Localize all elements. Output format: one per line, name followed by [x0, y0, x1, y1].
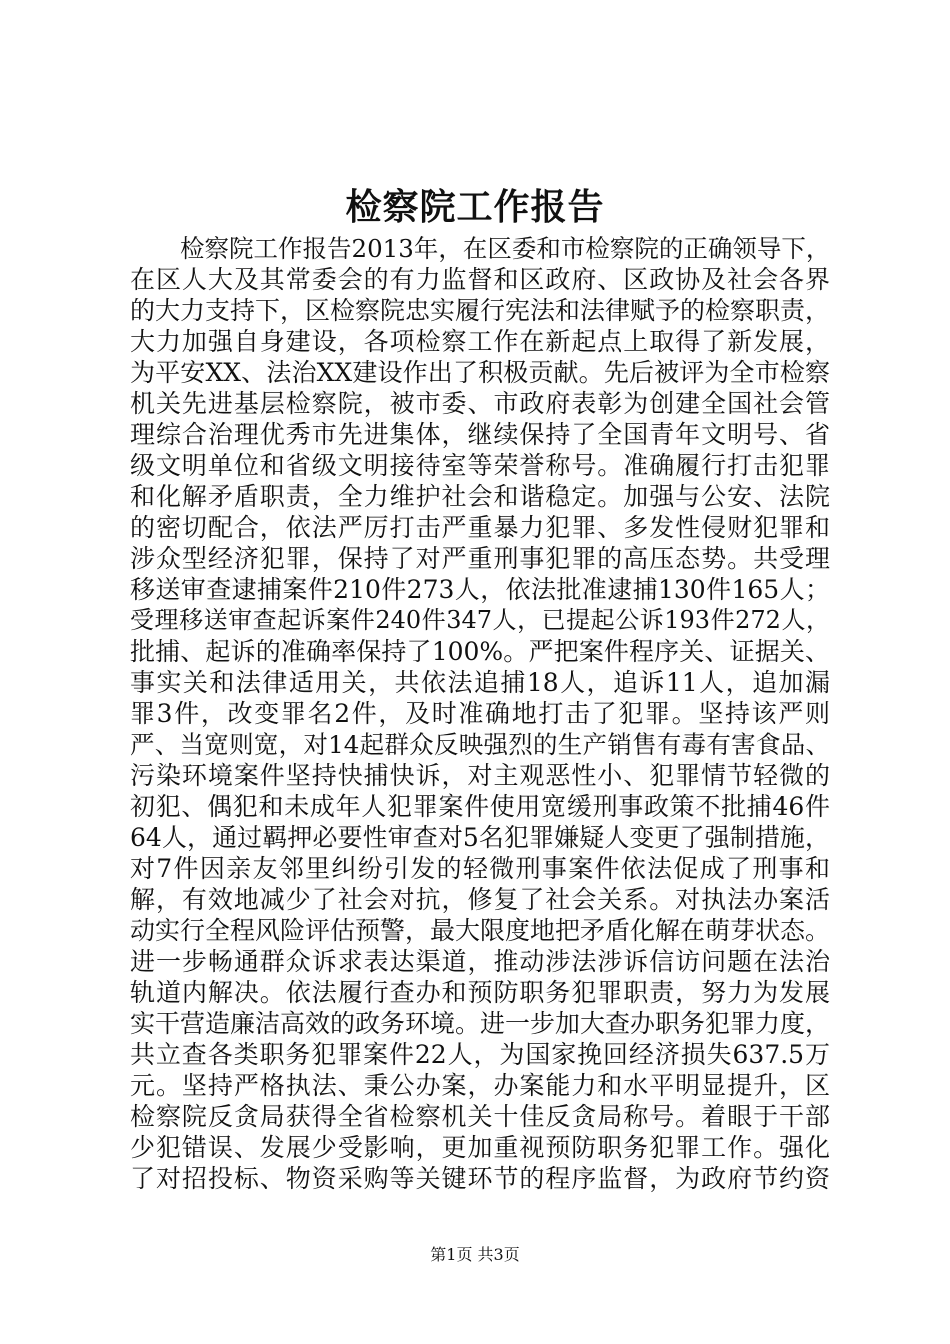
document-title: 检察院工作报告	[345, 186, 605, 228]
body-line: 对7件因亲友邻里纠纷引发的轻微刑事案件依法促成了刑事和	[130, 854, 830, 883]
body-line: 的密切配合，依法严厉打击严重暴力犯罪、多发性侵财犯罪和	[130, 513, 830, 542]
body-line: 理综合治理优秀市先进集体，继续保持了全国青年文明号、省	[130, 420, 830, 449]
body-line: 检察院工作报告2013年，在区委和市检察院的正确领导下，	[180, 234, 831, 263]
body-line: 罪3件，改变罪名2件，及时准确地打击了犯罪。坚持该严则	[130, 699, 830, 728]
body-line: 初犯、偶犯和未成年人犯罪案件使用宽缓刑事政策不批捕46件	[130, 792, 830, 821]
body-line: 污染环境案件坚持快捕快诉，对主观恶性小、犯罪情节轻微的	[130, 761, 830, 790]
document-body	[130, 233, 830, 1194]
page-footer	[0, 1244, 950, 1266]
body-line: 事实关和法律适用关，共依法追捕18人，追诉11人，追加漏	[130, 668, 830, 697]
body-line: 移送审查逮捕案件210件273人，依法批准逮捕130件165人；	[130, 575, 830, 604]
body-line: 动实行全程风险评估预警，最大限度地把矛盾化解在萌芽状态。	[130, 916, 831, 945]
body-line: 受理移送审查起诉案件240件347人，已提起公诉193件272人，	[130, 606, 830, 634]
body-line: 64人，通过羁押必要性审查对5名犯罪嫌疑人变更了强制措施，	[130, 823, 830, 852]
body-line: 严、当宽则宽，对14起群众反映强烈的生产销售有毒有害食品、	[130, 730, 830, 759]
body-line: 和化解矛盾职责，全力维护社会和谐稳定。加强与公安、法院	[130, 482, 830, 511]
body-line: 机关先进基层检察院，被市委、市政府表彰为创建全国社会管	[130, 389, 830, 418]
page-number: 第1页 共3页	[430, 1245, 520, 1264]
body-line: 解，有效地减少了社会对抗，修复了社会关系。对执法办案活	[130, 885, 830, 914]
body-line: 了对招投标、物资采购等关键环节的程序监督，为政府节约资	[130, 1164, 830, 1193]
body-line: 实干营造廉洁高效的政务环境。进一步加大查办职务犯罪力度，	[130, 1009, 831, 1038]
body-line: 在区人大及其常委会的有力监督和区政府、区政协及社会各界	[130, 265, 830, 294]
body-line: 级文明单位和省级文明接待室等荣誉称号。准确履行打击犯罪	[130, 451, 830, 480]
body-line: 共立查各类职务犯罪案件22人，为国家挽回经济损失637.5万	[130, 1040, 830, 1069]
body-line: 涉众型经济犯罪，保持了对严重刑事犯罪的高压态势。共受理	[130, 544, 830, 573]
body-line: 少犯错误、发展少受影响，更加重视预防职务犯罪工作。强化	[130, 1133, 830, 1162]
body-line: 轨道内解决。依法履行查办和预防职务犯罪职责，努力为发展	[130, 978, 830, 1007]
body-line: 检察院反贪局获得全省检察机关十佳反贪局称号。着眼于干部	[130, 1102, 830, 1131]
body-line: 元。坚持严格执法、秉公办案，办案能力和水平明显提升，区	[130, 1071, 830, 1100]
body-line: 进一步畅通群众诉求表达渠道，推动涉法涉诉信访问题在法治	[130, 947, 830, 976]
body-line: 大力加强自身建设，各项检察工作在新起点上取得了新发展，	[130, 327, 830, 356]
body-line: 为平安XX、法治XX建设作出了积极贡献。先后被评为全市检察	[130, 358, 830, 387]
body-line: 批捕、起诉的准确率保持了100%。严把案件程序关、证据关、	[130, 637, 830, 666]
body-line: 的大力支持下，区检察院忠实履行宪法和法律赋予的检察职责，	[130, 296, 831, 325]
